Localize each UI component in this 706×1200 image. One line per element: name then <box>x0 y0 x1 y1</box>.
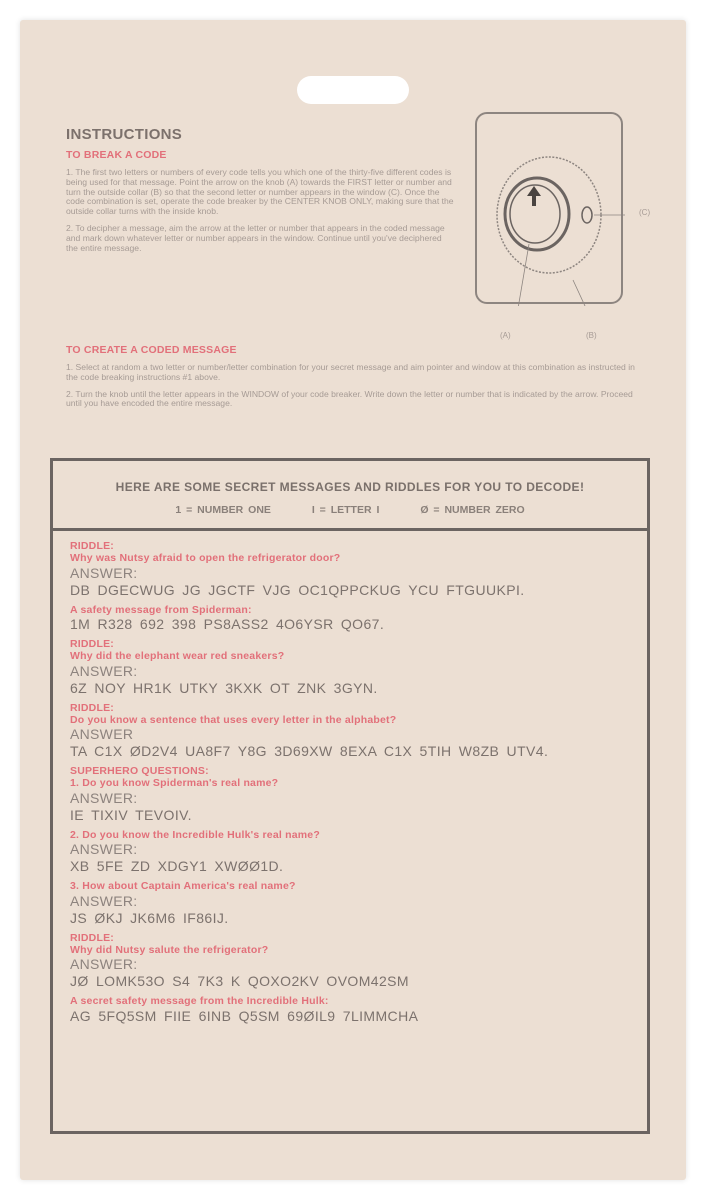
riddle-item <box>70 765 647 824</box>
riddle-question: 1. Do you know Spiderman's real name? <box>70 777 279 789</box>
secret-header <box>53 461 647 531</box>
riddle-question: A secret safety message from the Incredible Hulk: <box>70 995 329 1007</box>
riddle-category: SUPERHERO QUESTIONS: <box>70 765 209 777</box>
riddle-item <box>70 638 647 697</box>
riddle-item <box>70 604 647 634</box>
legend-letter-i: I = LETTER I <box>311 504 380 516</box>
answer-label: ANSWER: <box>70 956 138 972</box>
riddle-question: Why was Nutsy afraid to open the refrigerator door? <box>70 552 341 564</box>
dial-illustration <box>477 114 625 306</box>
label-b: (B) <box>586 331 597 340</box>
riddle-question: 2. Do you know the Incredible Hulk's real name? <box>70 828 320 841</box>
riddle-category: RIDDLE: <box>70 540 114 552</box>
create-code-heading: TO CREATE A CODED MESSAGE <box>66 344 237 356</box>
coded-answer: AG 5FQ5SM FIIE 6INB Q5SM 69ØIL9 7LIMMCHA <box>70 1007 419 1024</box>
riddle-question: 3. How about Captain America's real name? <box>70 880 296 892</box>
riddle-category: RIDDLE: <box>70 638 114 650</box>
riddle-question: Do you know a sentence that uses every letter in the alphabet? <box>70 713 397 726</box>
hang-hole <box>297 76 409 104</box>
answer-label: ANSWER: <box>70 841 138 857</box>
riddle-category: RIDDLE: <box>70 931 114 944</box>
coded-answer: JS ØKJ JK6M6 IF86IJ. <box>70 909 229 926</box>
coded-answer: DB DGECWUG JG JGCTF VJG OC1QPPCKUG YCU FTGUUKPI. <box>70 581 525 598</box>
coded-answer: JØ LOMK53O S4 7K3 K QOXO2KV OVOM42SM <box>70 973 409 989</box>
coded-answer: 6Z NOY HR1K UTKY 3KXK OT ZNK 3GYN. <box>70 679 378 696</box>
coded-answer: IE TIXIV TEVOIV. <box>70 806 192 823</box>
riddle-item <box>70 702 647 761</box>
secret-messages-box <box>50 458 650 1134</box>
answer-label: ANSWER <box>70 726 134 742</box>
riddle-question: Why did Nutsy salute the refrigerator? <box>70 943 269 956</box>
coded-answer: 1M R328 692 398 PS8ASS2 4O6YSR QO67. <box>70 616 385 632</box>
create-code-step-1: 1. Select at random a two letter or number/letter combination for your secret message and aim pointer and window at this combination as instructed in the code breaking instructions #1 above. <box>66 362 635 382</box>
legend-number-one: 1 = NUMBER ONE <box>175 504 271 516</box>
break-code-step-2: 2. To decipher a message, aim the arrow at the letter or number that appears in the coded message and mark down whatever letter or number appears in the window. Continue until you've deciphered the entire message. <box>66 222 445 253</box>
coded-answer: TA C1X ØD2V4 UA8F7 Y8G 3D69XW 8EXA C1X 5TIH W8ZB UTV4. <box>70 743 549 759</box>
answer-label: ANSWER: <box>70 564 138 581</box>
secret-title: HERE ARE SOME SECRET MESSAGES AND RIDDLES FOR YOU TO DECODE! <box>115 480 585 494</box>
instructions-section <box>66 126 456 253</box>
break-code-step-1: 1. The first two letters or numbers of every code tells you which one of the thirty-five different codes is being used for that message. Point the arrow on the knob (A) towards the FIRST letter or number and turn the outside collar (B) so that the second letter or number appears in the window (C). Once the code combination is set, operate the code breaker by the CENTER KNOB ONLY, making sure that the outside collar turns with the inside knob. <box>66 167 454 217</box>
create-code-section <box>66 338 636 409</box>
riddle-item <box>70 880 647 927</box>
riddle-category: RIDDLE: <box>70 701 114 714</box>
coded-answer: XB 5FE ZD XDGY1 XWØØ1D. <box>70 858 284 874</box>
break-code-heading: TO BREAK A CODE <box>66 149 167 161</box>
label-a: (A) <box>500 331 511 340</box>
riddle-item <box>70 540 647 599</box>
answer-label: ANSWER: <box>70 662 138 679</box>
riddle-item <box>70 932 647 991</box>
character-legend <box>53 504 647 516</box>
riddle-item <box>70 829 647 876</box>
code-breaker-diagram <box>475 112 623 304</box>
answer-label: ANSWER: <box>70 789 138 806</box>
riddle-question: Why did the elephant wear red sneakers? <box>70 650 285 662</box>
create-code-step-2: 2. Turn the knob until the letter appears in the WINDOW of your code breaker. Write down the letter or number that is indicated by the arrow. Proceed until you have encoded the entire message. <box>66 388 633 409</box>
riddle-question: A safety message from Spiderman: <box>70 603 252 616</box>
answer-label: ANSWER: <box>70 892 138 909</box>
instructions-title: INSTRUCTIONS <box>66 126 183 143</box>
label-c: (C) <box>639 208 651 217</box>
riddle-item <box>70 995 647 1025</box>
legend-number-zero: Ø = NUMBER ZERO <box>420 504 525 516</box>
riddle-list <box>53 531 647 1025</box>
